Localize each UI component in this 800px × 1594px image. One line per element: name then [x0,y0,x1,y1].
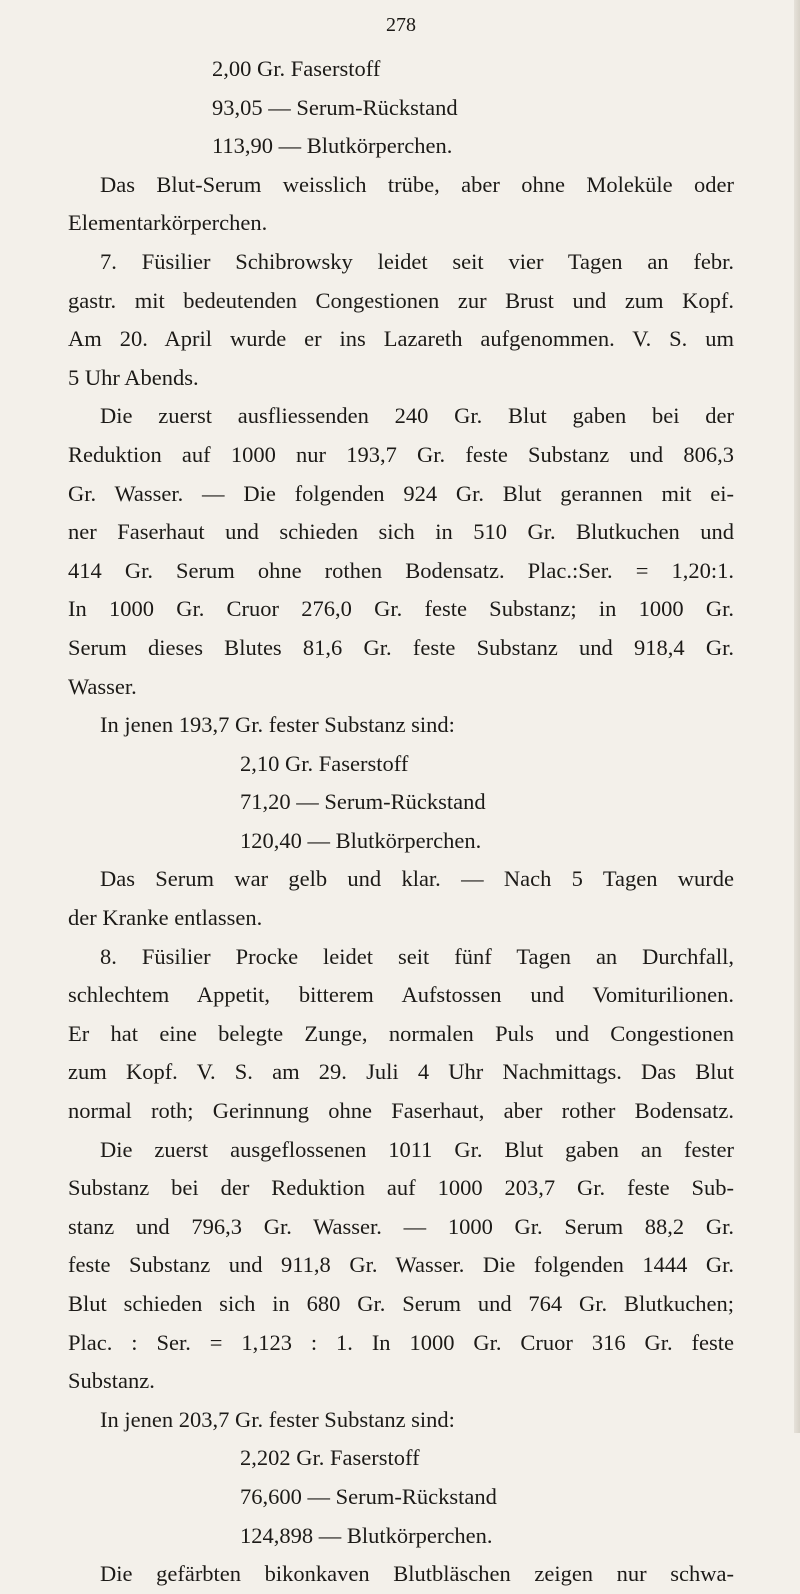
text-line: schlechtem Appetit, bitterem Aufstossen und Vomiturilionen. [68,982,734,1008]
table-row: 93,05 — Serum-Rückstand [212,94,458,120]
text-line: ner Faserhaut und schieden sich in 510 Gr. Blutkuchen und [68,519,734,545]
text-line: In jenen 193,7 Gr. fester Substanz sind: [100,712,455,738]
text-line: 5 Uhr Abends. [68,364,199,390]
table-row: 2,00 Gr. Faserstoff [212,56,381,81]
text-line: Elementarkörperchen. [68,210,268,236]
text-line: zum Kopf. V. S. am 29. Juli 4 Uhr Nachmittags. Das Blut [68,1059,734,1085]
text-line: Substanz bei der Reduktion auf 1000 203,7 Gr. feste Sub- [68,1175,734,1201]
text-line: Am 20. April wurde er ins Lazareth aufgenommen. V. S. um [68,326,734,352]
text-line: Plac. : Ser. = 1,123 : 1. In 1000 Gr. Cruor 316 Gr. feste [68,1329,734,1355]
table-row: 2,202 Gr. Faserstoff [240,1445,420,1471]
table-row: 124,898 — Blutkörperchen. [240,1522,493,1548]
text-line: 414 Gr. Serum ohne rothen Bodensatz. Plac.:Ser. = 1,20:1. [68,557,734,583]
text-line: Das Blut-Serum weisslich trübe, aber ohne Moleküle oder [100,171,734,197]
text-line: Reduktion auf 1000 nur 193,7 Gr. feste Substanz und 806,3 [68,441,734,467]
text-line: In jenen 203,7 Gr. fester Substanz sind: [100,1406,455,1432]
page-edge [794,0,800,1433]
case-7-heading-line: 7. Füsilier Schibrowsky leidet seit vier Tagen an febr. [100,248,734,274]
table-row: 120,40 — Blutkörperchen. [240,827,482,853]
text-line: Substanz. [68,1368,155,1394]
text-line: stanz und 796,3 Gr. Wasser. — 1000 Gr. Serum 88,2 Gr. [68,1213,734,1239]
table-row: 76,600 — Serum-Rückstand [240,1483,497,1509]
text-line: Die gefärbten bikonkaven Blutbläschen zeigen nur schwa- [100,1561,734,1587]
text-line: gastr. mit bedeutenden Congestionen zur Brust und zum Kopf. [68,287,734,313]
text-line: Gr. Wasser. — Die folgenden 924 Gr. Blut gerannen mit ei- [68,480,734,506]
table-row: 113,90 — Blutkörperchen. [212,133,453,159]
text-line: Die zuerst ausfliessenden 240 Gr. Blut gaben bei der [100,403,734,429]
table-row: 2,10 Gr. Faserstoff [240,750,409,776]
text-line: Blut schieden sich in 680 Gr. Serum und 764 Gr. Blutkuchen; [68,1291,734,1316]
table-row: 71,20 — Serum-Rückstand [240,789,486,815]
text-line: normal roth; Gerinnung ohne Faserhaut, aber rother Bodensatz. [68,1098,734,1124]
text-line: Das Serum war gelb und klar. — Nach 5 Tagen wurde [100,866,734,892]
text-line: In 1000 Gr. Cruor 276,0 Gr. feste Substanz; in 1000 Gr. [68,596,734,622]
text-line: der Kranke entlassen. [68,905,263,931]
text-line: Er hat eine belegte Zunge, normalen Puls und Congestionen [68,1020,734,1046]
text-line: Serum dieses Blutes 81,6 Gr. feste Substanz und 918,4 Gr. [68,634,734,660]
text-line: feste Substanz und 911,8 Gr. Wasser. Die folgenden 1444 Gr. [68,1252,734,1278]
page-number: 278 [386,14,416,36]
case-8-heading-line: 8. Füsilier Procke leidet seit fünf Tagen an Durchfall, [100,943,734,969]
text-line: Wasser. [68,673,137,699]
text-line: Die zuerst ausgeflossenen 1011 Gr. Blut gaben an fester [100,1136,734,1162]
